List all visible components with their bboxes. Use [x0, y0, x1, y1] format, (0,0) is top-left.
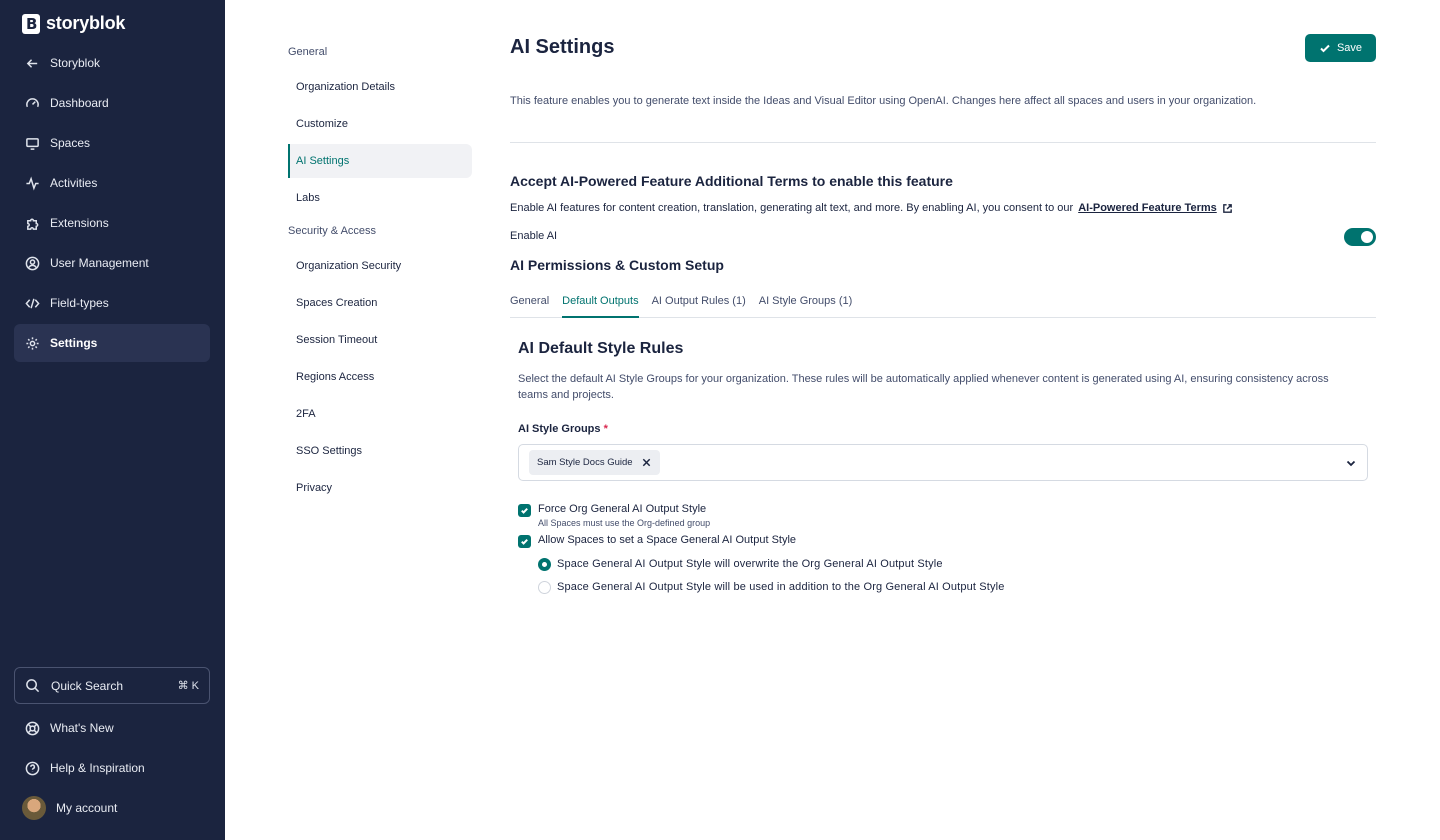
user-circle-icon — [24, 255, 40, 271]
field-label — [518, 423, 1368, 435]
tab-default-outputs[interactable]: Default Outputs — [562, 288, 638, 318]
sidebar-item-settings[interactable] — [14, 324, 210, 362]
save-button-label: Save — [1336, 42, 1363, 54]
sidebar-item-whats-new[interactable] — [14, 709, 210, 747]
field-label-text: AI Style Groups — [518, 423, 601, 435]
subnav-item-customize[interactable]: Customize — [296, 118, 348, 130]
page-title: AI Settings — [510, 36, 615, 58]
divider — [510, 142, 1376, 143]
sidebar-item-my-account[interactable] — [14, 789, 210, 827]
subnav-item-ai-settings[interactable]: AI Settings — [288, 144, 472, 178]
sidebar-item-label: My account — [56, 801, 118, 815]
activity-icon — [24, 175, 40, 191]
subnav-item-session-timeout[interactable]: Session Timeout — [296, 334, 378, 346]
brand-name: storyblok — [46, 13, 126, 33]
allow-spaces-label: Allow Spaces to set a Space General AI Output Style — [538, 534, 797, 546]
sidebar-item-label: Extensions — [50, 216, 109, 230]
sidebar-item-dashboard[interactable] — [14, 84, 210, 122]
required-mark: * — [603, 423, 608, 435]
force-org-checkbox[interactable] — [518, 504, 531, 517]
subnav-item-2fa[interactable]: 2FA — [296, 408, 316, 420]
sidebar-item-extensions[interactable] — [14, 204, 210, 242]
subnav-item-spaces-creation[interactable]: Spaces Creation — [296, 297, 378, 309]
tabs — [510, 288, 1376, 318]
allow-spaces-option — [518, 534, 1368, 548]
default-style-rules-section — [518, 340, 1368, 600]
subnav-heading-security: Security & Access — [288, 225, 377, 237]
check-icon — [1319, 42, 1331, 54]
subnav-heading-general: General — [288, 46, 328, 58]
sidebar-item-label: Dashboard — [50, 96, 109, 110]
external-link-icon[interactable] — [1222, 203, 1233, 214]
terms-text-row — [510, 202, 1233, 214]
output-options — [518, 503, 1368, 597]
style-groups-select[interactable] — [518, 444, 1368, 481]
main-nav — [14, 44, 210, 364]
sidebar-item-label: Activities — [50, 176, 98, 190]
terms-title: Accept AI-Powered Feature Additional Terms to enable this feature — [510, 173, 953, 189]
help-icon — [24, 760, 40, 776]
sidebar — [0, 0, 225, 840]
force-org-label: Force Org General AI Output Style — [538, 503, 707, 515]
subnav-item-organization-security[interactable]: Organization Security — [296, 260, 402, 272]
allow-spaces-checkbox[interactable] — [518, 535, 531, 548]
force-org-text — [538, 503, 710, 528]
tab-general[interactable]: General — [510, 295, 550, 307]
close-icon[interactable] — [641, 457, 652, 468]
section-description: Select the default AI Style Groups for your organization. These rules will be automatically applied whenever content is generated using AI, ensuring consistency across teams and projects. — [518, 373, 1329, 401]
lifebuoy-icon — [24, 720, 40, 736]
chip-label: Sam Style Docs Guide — [537, 457, 633, 468]
sidebar-item-label: Settings — [50, 336, 98, 350]
arrow-left-icon — [24, 55, 40, 71]
subnav-item-privacy[interactable]: Privacy — [296, 482, 333, 494]
quick-search-shortcut: ⌘ K — [177, 680, 199, 692]
monitor-icon — [24, 135, 40, 151]
storyblok-logo-icon — [22, 14, 40, 34]
settings-subnav — [288, 40, 472, 508]
bottom-nav — [14, 709, 210, 829]
checkmark-icon — [520, 506, 529, 515]
subnav-item-labs[interactable]: Labs — [296, 192, 320, 204]
checkmark-icon — [520, 537, 529, 546]
space-style-radio-group — [538, 554, 1368, 597]
sidebar-item-storyblok[interactable] — [14, 44, 210, 82]
code-icon — [24, 295, 40, 311]
enable-ai-label: Enable AI — [510, 230, 558, 242]
gauge-icon — [24, 95, 40, 111]
gear-icon — [24, 335, 40, 351]
section-title: AI Default Style Rules — [518, 340, 684, 357]
sidebar-item-label: What's New — [50, 721, 114, 735]
sidebar-item-activities[interactable] — [14, 164, 210, 202]
quick-search-label: Quick Search — [51, 678, 124, 693]
terms-text: Enable AI features for content creation, translation, generating alt text, and more. By enabling AI, you consent to our — [510, 202, 1074, 214]
tab-ai-output-rules[interactable]: AI Output Rules (1) — [651, 295, 746, 307]
sidebar-item-label: User Management — [50, 256, 149, 270]
radio-addition[interactable] — [538, 581, 551, 594]
subnav-item-organization-details[interactable]: Organization Details — [296, 81, 396, 93]
force-org-option — [518, 503, 1368, 528]
sidebar-item-label: Storyblok — [50, 56, 101, 70]
subnav-item-regions-access[interactable]: Regions Access — [296, 371, 375, 383]
quick-search-button[interactable] — [14, 667, 210, 704]
permissions-title: AI Permissions & Custom Setup — [510, 257, 724, 273]
enable-ai-toggle[interactable] — [1344, 228, 1376, 246]
sidebar-item-label: Spaces — [50, 136, 91, 150]
tab-ai-style-groups[interactable]: AI Style Groups (1) — [758, 295, 853, 307]
sidebar-item-label: Field-types — [50, 296, 109, 310]
sidebar-item-help[interactable] — [14, 749, 210, 787]
radio-overwrite-label: Space General AI Output Style will overwrite the Org General AI Output Style — [557, 558, 943, 570]
radio-addition-label: Space General AI Output Style will be used in addition to the Org General AI Output Style — [557, 581, 1005, 593]
subnav-item-sso-settings[interactable]: SSO Settings — [296, 445, 363, 457]
sidebar-item-user-management[interactable] — [14, 244, 210, 282]
radio-overwrite-option — [538, 554, 1368, 574]
terms-link[interactable]: AI-Powered Feature Terms — [1078, 202, 1217, 214]
intro-text: This feature enables you to generate text inside the Ideas and Visual Editor using OpenAI. Changes here affect all spaces and users in your organization. — [510, 95, 1257, 107]
sidebar-item-label: Help & Inspiration — [50, 761, 145, 775]
sidebar-item-spaces[interactable] — [14, 124, 210, 162]
save-button[interactable] — [1305, 34, 1376, 62]
radio-overwrite[interactable] — [538, 558, 551, 571]
storyblok-logo[interactable] — [22, 13, 125, 34]
sidebar-item-field-types[interactable] — [14, 284, 210, 322]
force-org-sublabel: All Spaces must use the Org-defined group — [538, 518, 711, 528]
radio-addition-option — [538, 577, 1368, 597]
avatar — [22, 796, 46, 820]
selected-chip — [529, 450, 660, 475]
puzzle-icon — [24, 215, 40, 231]
search-icon — [25, 678, 40, 693]
chevron-down-icon[interactable] — [1345, 457, 1357, 469]
